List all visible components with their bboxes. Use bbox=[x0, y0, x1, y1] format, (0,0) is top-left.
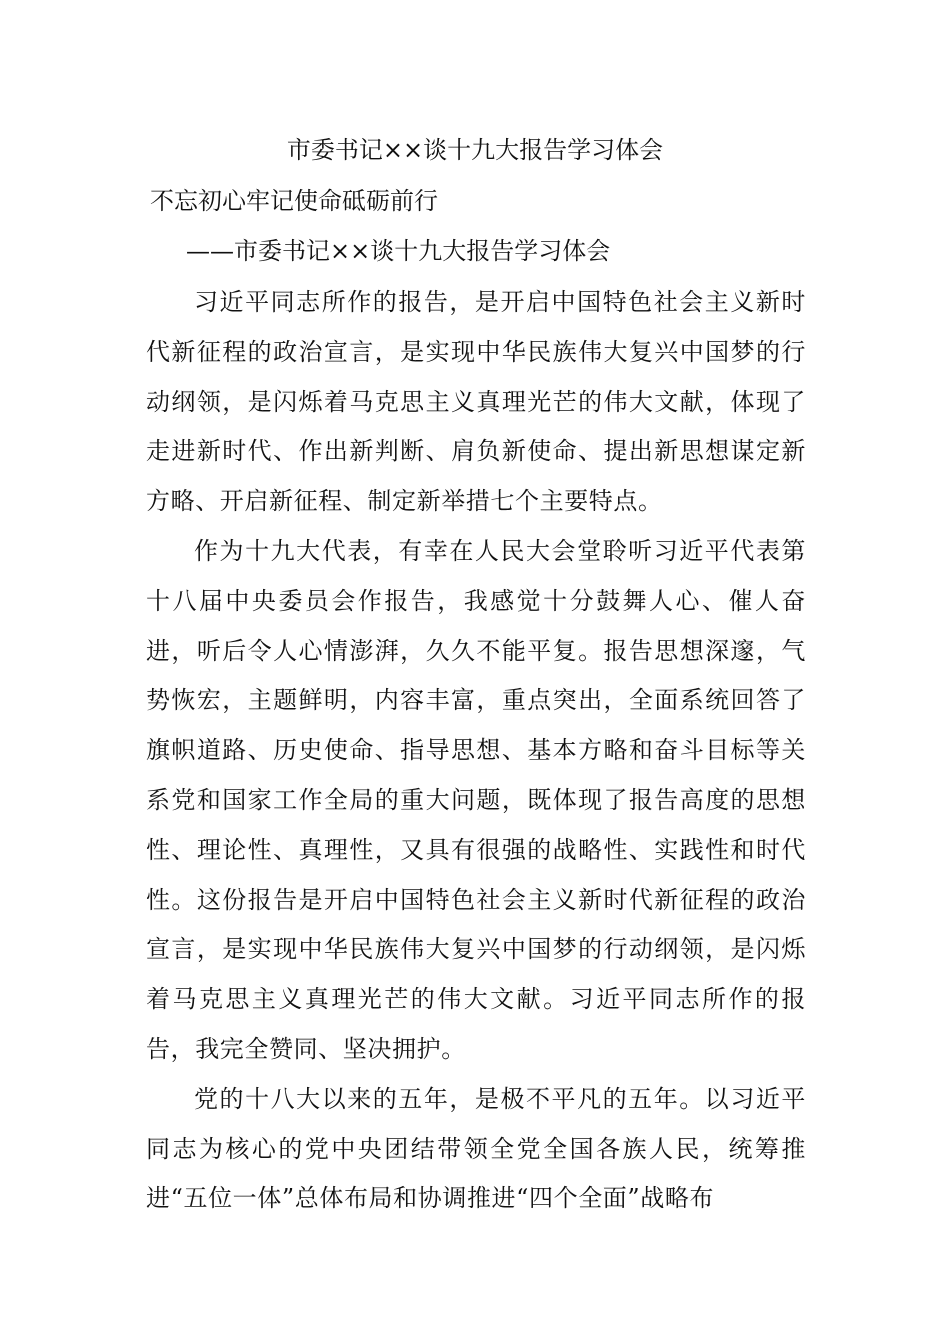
document-byline: ——市委书记××谈十九大报告学习体会 bbox=[186, 237, 611, 265]
paragraph-3: 党的十八大以来的五年，是极不平凡的五年。以习近平同志为核心的党中央团结带领全党全国各族人民，统筹推进“五位一体”总体布局和协调推进“四个全面”战略布 bbox=[146, 1084, 806, 1213]
document-title: 市委书记××谈十九大报告学习体会 bbox=[286, 136, 664, 164]
document-subtitle: 不忘初心牢记使命砥砺前行 bbox=[150, 187, 438, 215]
document-body bbox=[146, 278, 806, 1224]
paragraph-1: 习近平同志所作的报告，是开启中国特色社会主义新时代新征程的政治宣言，是实现中华民族伟大复兴中国梦的行动纲领，是闪烁着马克思主义真理光芒的伟大文献，体现了走进新时代、作出新判断、肩负新使命、提出新思想谋定新方略、开启新征程、制定新举措七个主要特点。 bbox=[146, 288, 806, 516]
paragraph-2: 作为十九大代表，有幸在人民大会堂聆听习近平代表第十八届中央委员会作报告，我感觉十分鼓舞人心、催人奋进，听后令人心情澎湃，久久不能平复。报告思想深邃，气势恢宏，主题鲜明，内容丰富，重点突出，全面系统回答了旗帜道路、历史使命、指导思想、基本方略和奋斗目标等关系党和国家工作全局的重大问题，既体现了报告高度的思想性、理论性、真理性，又具有很强的战略性、实践性和时代性。这份报告是开启中国特色社会主义新时代新征程的政治宣言，是实现中华民族伟大复兴中国梦的行动纲领，是闪烁着马克思主义真理光芒的伟大文献。习近平同志所作的报告，我完全赞同、坚决拥护。 bbox=[146, 536, 806, 1063]
